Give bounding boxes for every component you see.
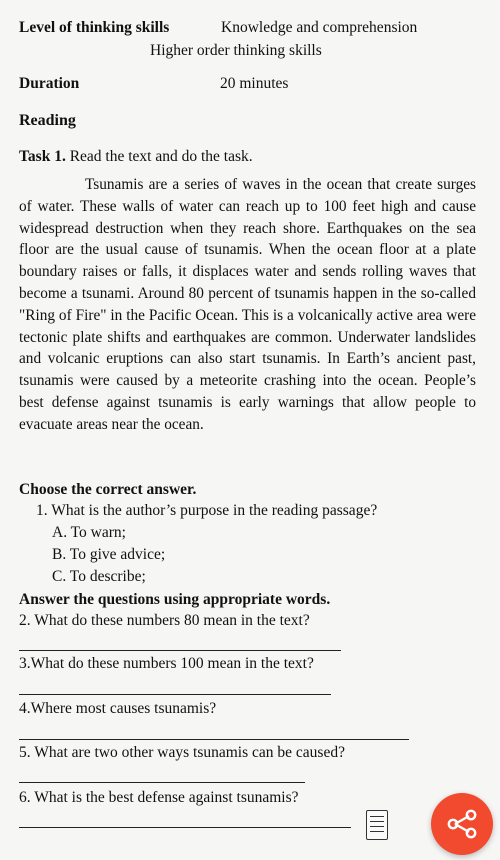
choose-heading: Choose the correct answer. <box>19 481 197 498</box>
reading-passage <box>19 174 476 436</box>
option-a: A. To warn; <box>52 524 126 541</box>
answer-line-2 <box>19 650 341 651</box>
level-value-2: Higher order thinking skills <box>150 42 322 59</box>
level-label: Level of thinking skills <box>19 19 170 36</box>
document-icon[interactable] <box>366 810 388 840</box>
question-3: 3.What do these numbers 100 mean in the text? <box>19 655 314 672</box>
section-title: Reading <box>19 112 76 129</box>
share-icon <box>431 793 493 855</box>
task-label: Task 1. <box>19 148 66 165</box>
question-2: 2. What do these numbers 80 mean in the text? <box>19 612 310 629</box>
option-b: B. To give advice; <box>52 546 166 563</box>
option-c: C. To describe; <box>52 568 146 585</box>
passage-text: Tsunamis are a series of waves in the ocean that create surges of water. These walls of water can reach up to 100 feet high and cause widespread destruction when they reach shore. Earthquakes on the sea floor are the usual cause of tsunamis. When the ocean floor at a plate boundary raises or falls, it displaces water and sends rolling waves that become a tsunami. Around 80 percent of tsunamis happen in the so-called "Ring of Fire" in the Pacific Ocean. This is a volcanically active area were tectonic plate shifts and earthquakes are common. Underwater landslides and volcanic eruptions can also start tsunamis. In Earth’s ancient past, tsunamis were caused by a meteorite crashing into the ocean. People’s best defense against tsunamis is early warnings that allow people to evacuate areas near the ocean. <box>19 176 476 433</box>
answer-line-6 <box>19 827 351 828</box>
duration-label: Duration <box>19 75 80 92</box>
answer-line-4 <box>19 739 409 740</box>
question-6: 6. What is the best defense against tsunamis? <box>19 789 299 806</box>
question-5: 5. What are two other ways tsunamis can be caused? <box>19 744 345 761</box>
answer-line-5 <box>19 782 305 783</box>
duration-value: 20 minutes <box>220 75 289 92</box>
answer-line-3 <box>19 694 331 695</box>
level-value-1: Knowledge and comprehension <box>221 19 418 36</box>
task-heading <box>19 148 253 166</box>
question-1: 1. What is the author’s purpose in the reading passage? <box>36 502 378 519</box>
answer-heading: Answer the questions using appropriate words. <box>19 591 331 608</box>
question-4: 4.Where most causes tsunamis? <box>19 700 217 717</box>
task-instruction: Read the text and do the task. <box>69 148 253 165</box>
share-button[interactable] <box>431 793 493 855</box>
